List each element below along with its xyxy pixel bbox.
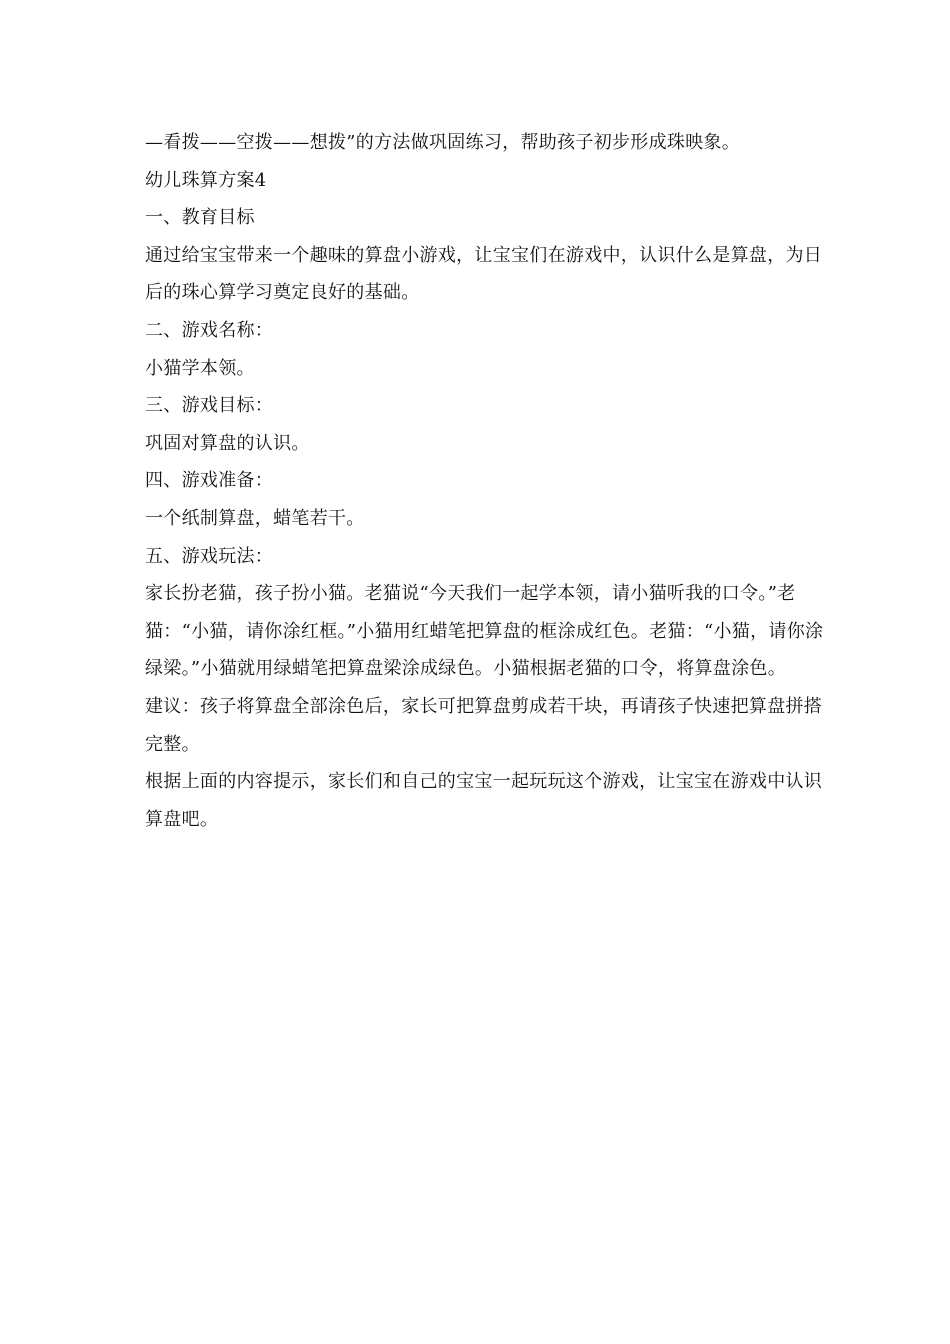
heading-game-prep: 四、游戏准备： [145,470,274,492]
paragraph-game-name: 小猫学本领。 [145,357,255,379]
document-body [145,124,825,838]
section-title: 幼儿珠算方案4 [145,169,267,191]
paragraph-game-goal: 巩固对算盘的认识。 [145,432,310,454]
heading-game-play: 五、游戏玩法： [145,545,274,567]
paragraph-education-goal: 通过给宝宝带来一个趣味的算盘小游戏，让宝宝们在游戏中，认识什么是算盘，为日后的珠心算学习奠定良好的基础。 [145,244,823,304]
paragraph-suggestion: 建议：孩子将算盘全部涂色后，家长可把算盘剪成若干块，再请孩子快速把算盘拼搭完整。 [145,695,823,755]
paragraph-game-prep: 一个纸制算盘，蜡笔若干。 [145,507,365,529]
heading-game-name: 二、游戏名称： [145,319,274,341]
paragraph-game-play: 家长扮老猫，孩子扮小猫。老猫说“今天我们一起学本领，请小猫听我的口令。”老猫：“小猫，请你涂红框。”小猫用红蜡笔把算盘的框涂成红色。老猫：“小猫，请你涂绿梁。”小猫就用绿蜡笔把算盘梁涂成绿色。小猫根据老猫的口令，将算盘涂色。 [145,583,824,680]
heading-game-goal: 三、游戏目标： [145,395,274,417]
heading-education-goal: 一、教育目标 [145,207,255,229]
paragraph-method-practice: —看拨——空拨——想拨”的方法做巩固练习，帮助孩子初步形成珠映象。 [145,132,741,153]
paragraph-closing: 根据上面的内容提示，家长们和自己的宝宝一起玩玩这个游戏，让宝宝在游戏中认识算盘吧。 [145,771,823,830]
